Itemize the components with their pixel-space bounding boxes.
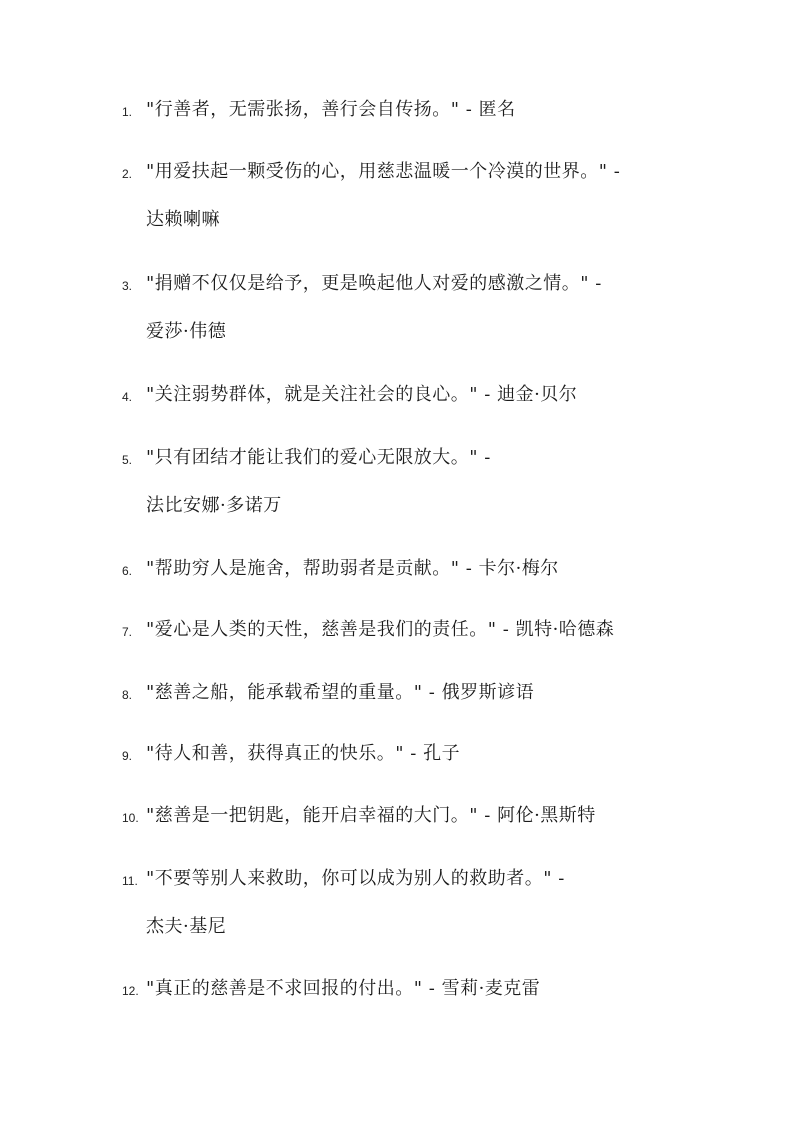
quote-author: 法比安娜·多诺万 (146, 495, 282, 516)
quote-number: 6. (122, 564, 133, 578)
quote-text: "关注弱势群体，就是关注社会的良心。" - 迪金·贝尔 (146, 384, 578, 405)
quote-text: "慈善之船，能承载希望的重量。" - 俄罗斯谚语 (146, 682, 535, 703)
quote-number: 11. (122, 874, 138, 888)
quote-text: "行善者，无需张扬，善行会自传扬。" - 匿名 (146, 99, 516, 120)
quote-text: "真正的慈善是不求回报的付出。" - 雪莉·麦克雷 (146, 978, 541, 999)
quote-text: "只有团结才能让我们的爱心无限放大。" - (146, 447, 491, 468)
quote-number: 7. (122, 625, 133, 639)
quote-author: 爱莎·伟德 (146, 321, 227, 342)
quote-text: "捐赠不仅仅是给予，更是唤起他人对爱的感激之情。" - (146, 273, 602, 294)
quote-number: 8. (122, 688, 133, 702)
quote-number: 12. (122, 984, 139, 998)
quote-number: 5. (122, 453, 133, 467)
quote-number: 2. (122, 167, 133, 181)
quote-number: 3. (122, 279, 133, 293)
quote-number: 4. (122, 390, 133, 404)
quote-text: "帮助穷人是施舍，帮助弱者是贡献。" - 卡尔·梅尔 (146, 558, 559, 579)
quote-text: "慈善是一把钥匙，能开启幸福的大门。" - 阿伦·黑斯特 (146, 805, 596, 826)
quote-number: 9. (122, 749, 133, 763)
quote-text: "待人和善，获得真正的快乐。" - 孔子 (146, 743, 461, 764)
quote-text: "用爱扶起一颗受伤的心，用慈悲温暖一个冷漠的世界。" - (146, 161, 621, 182)
quote-text: "不要等别人来救助，你可以成为别人的救助者。" - (146, 868, 565, 889)
quote-author: 杰夫·基尼 (146, 916, 227, 937)
quote-author: 达赖喇嘛 (146, 209, 220, 230)
quote-number: 1. (122, 105, 133, 119)
quote-number: 10. (122, 811, 139, 825)
quote-text: "爱心是人类的天性，慈善是我们的责任。" - 凯特·哈德森 (146, 619, 615, 640)
